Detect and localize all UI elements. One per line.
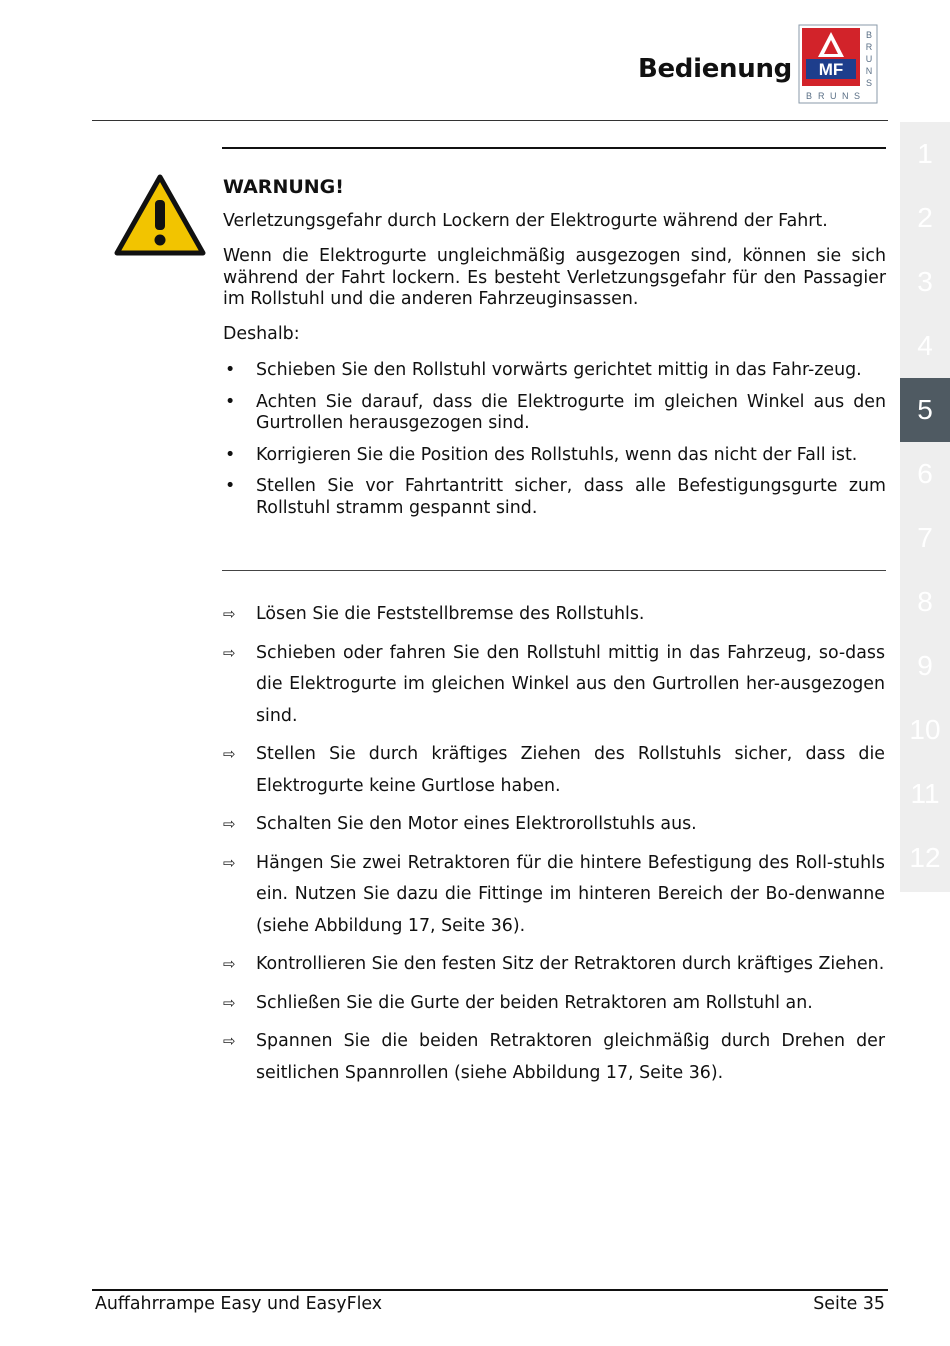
page-section-title: Bedienung (637, 54, 792, 84)
svg-text:S: S (865, 78, 873, 88)
step-text: Spannen Sie die beiden Retraktoren gleichmäßig durch Drehen der seitlichen Spannrollen (siehe Abbildung 17, Seite 36). (256, 1031, 885, 1083)
step-text: Schieben oder fahren Sie den Rollstuhl mittig in das Fahrzeug, so-dass die Elektrogurte im gleichen Winkel aus den Gurtrollen her-ausgezogen sind. (256, 642, 885, 726)
arrow-right-icon: ⇨ (223, 853, 236, 872)
list-item (223, 476, 886, 519)
list-item (223, 392, 886, 435)
header-divider (92, 120, 888, 121)
bullet-icon: • (225, 391, 236, 412)
warning-bullet-list (223, 360, 886, 529)
chapter-tab-12[interactable]: 12 (909, 842, 941, 873)
bullet-icon: • (225, 360, 236, 380)
chapter-tab-1[interactable]: 1 (917, 138, 933, 169)
instruction-steps (223, 599, 885, 1096)
warning-description: Wenn die Elektrogurte ungleichmäßig ausgezogen sind, können sie sich während der Fahrt lockern. Es besteht Verletzungsgefahr für den Passagier im Rollstuhl und die anderen Fahrzeuginsassen. (223, 246, 886, 309)
step-item (223, 638, 885, 733)
step-item (223, 949, 885, 981)
chapter-tab-6[interactable]: 6 (917, 458, 933, 489)
step-text: Stellen Sie durch kräftiges Ziehen des Rollstuhls sicher, dass die Elektrogurte keine Gurtlose haben. (256, 744, 885, 796)
step-text: Schließen Sie die Gurte der beiden Retraktoren am Rollstuhl an. (256, 992, 813, 1013)
bullet-text: Korrigieren Sie die Position des Rollstuhls, wenn das nicht der Fall ist. (256, 444, 858, 465)
warning-headline: Verletzungsgefahr durch Lockern der Elektrogurte während der Fahrt. (223, 211, 828, 231)
list-item (223, 445, 886, 467)
step-text: Hängen Sie zwei Retraktoren für die hintere Befestigung des Roll-stuhls ein. Nutzen Sie dazu die Fittinge im hinteren Bereich der Bo-denwanne (siehe Abbildung 17, Seite 36). (256, 852, 885, 936)
step-item (223, 599, 885, 631)
svg-text:R: R (818, 91, 825, 101)
svg-text:U: U (830, 91, 837, 101)
warning-triangle-icon (114, 174, 206, 256)
footer-divider (92, 1289, 888, 1291)
step-item (223, 809, 885, 841)
svg-text:MF: MF (818, 60, 844, 79)
arrow-right-icon: ⇨ (223, 993, 236, 1012)
warning-top-rule (222, 147, 886, 149)
warning-title: WARNUNG! (223, 176, 344, 198)
bullet-text: Stellen Sie vor Fahrtantritt sicher, dass alle Befestigungsgurte zum Rollstuhl stramm gespannt sind. (256, 476, 886, 518)
chapter-tab-9[interactable]: 9 (917, 650, 933, 681)
arrow-right-icon: ⇨ (223, 955, 236, 973)
arrow-right-icon: ⇨ (223, 605, 236, 623)
chapter-tab-5[interactable]: 5 (900, 378, 950, 442)
svg-text:U: U (865, 54, 873, 64)
step-item (223, 739, 885, 802)
step-text: Lösen Sie die Feststellbremse des Rollstuhls. (256, 604, 645, 624)
bullet-text: Achten Sie darauf, dass die Elektrogurte im gleichen Winkel aus den Gurtrollen herausgezogen sind. (256, 391, 886, 433)
amf-bruns-logo (798, 24, 878, 104)
svg-text:N: N (842, 91, 849, 101)
warning-bottom-rule (222, 570, 886, 571)
arrow-right-icon: ⇨ (223, 815, 236, 833)
svg-text:B: B (806, 91, 813, 101)
svg-text:S: S (854, 91, 861, 101)
footer-document-title: Auffahrrampe Easy und EasyFlex (95, 1294, 383, 1314)
bullet-text: Schieben Sie den Rollstuhl vorwärts gerichtet mittig in das Fahr-zeug. (256, 360, 862, 380)
step-item (223, 1026, 885, 1089)
chapter-tab-7[interactable]: 7 (917, 522, 933, 553)
svg-text:R: R (865, 42, 873, 52)
arrow-right-icon: ⇨ (223, 643, 236, 662)
bullet-icon: • (225, 444, 236, 465)
bullet-icon: • (225, 476, 236, 496)
step-text: Kontrollieren Sie den festen Sitz der Retraktoren durch kräftiges Ziehen. (256, 954, 885, 974)
step-text: Schalten Sie den Motor eines Elektrorollstuhls aus. (256, 814, 697, 834)
svg-text:N: N (865, 66, 873, 76)
arrow-right-icon: ⇨ (223, 1032, 236, 1050)
chapter-tabs (900, 122, 950, 892)
svg-text:B: B (865, 30, 873, 40)
chapter-tab-2[interactable]: 2 (917, 202, 933, 233)
chapter-tab-4[interactable]: 4 (917, 330, 933, 361)
step-item (223, 848, 885, 943)
footer-page-number: Seite 35 (813, 1294, 885, 1314)
arrow-right-icon: ⇨ (223, 745, 236, 763)
chapter-tab-8[interactable]: 8 (917, 586, 933, 617)
chapter-tab-3[interactable]: 3 (917, 266, 933, 297)
chapter-tab-10[interactable]: 10 (909, 714, 941, 745)
chapter-tab-11[interactable]: 11 (910, 778, 940, 809)
warning-therefore: Deshalb: (223, 324, 300, 344)
step-item (223, 988, 885, 1020)
list-item (223, 360, 886, 382)
